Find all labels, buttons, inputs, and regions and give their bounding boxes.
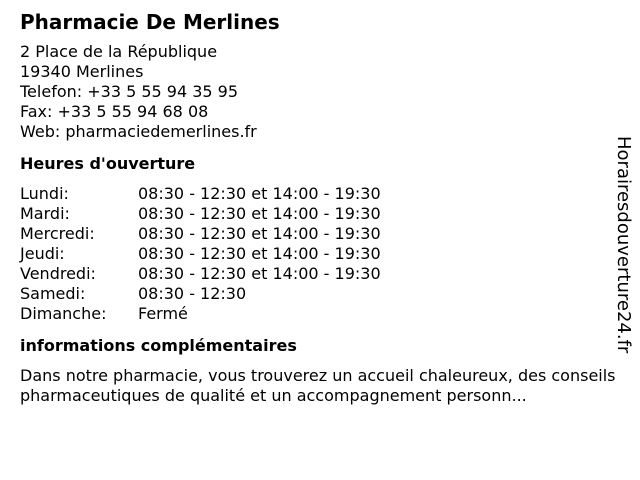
info-description: Dans notre pharmacie, vous trouverez un accueil chaleureux, des conseils pharmaceutiques de qualité et un accompagnement personn... [20, 366, 616, 405]
fax-number: Fax: +33 5 55 94 68 08 [20, 102, 209, 121]
hours-row [20, 264, 620, 284]
day-label: Vendredi: [20, 264, 96, 283]
day-hours: 08:30 - 12:30 et 14:00 - 19:30 [138, 264, 381, 283]
city-address: 19340 Merlines [20, 62, 144, 81]
hours-row [20, 284, 620, 304]
day-label: Dimanche: [20, 304, 107, 323]
opening-hours-list [20, 184, 620, 324]
day-hours: 08:30 - 12:30 [138, 284, 247, 303]
day-hours: Fermé [138, 304, 188, 323]
hours-row [20, 204, 620, 224]
day-label: Samedi: [20, 284, 86, 303]
day-label: Jeudi: [20, 244, 65, 263]
hours-row [20, 304, 620, 324]
hours-row [20, 244, 620, 264]
day-label: Mardi: [20, 204, 70, 223]
website: Web: pharmaciedemerlines.fr [20, 122, 257, 141]
phone-number: Telefon: +33 5 55 94 35 95 [20, 82, 239, 101]
day-hours: 08:30 - 12:30 et 14:00 - 19:30 [138, 224, 381, 243]
info-heading: informations complémentaires [20, 336, 297, 355]
pharmacy-name: Pharmacie De Merlines [20, 10, 280, 34]
street-address: 2 Place de la République [20, 42, 218, 61]
contact-block [20, 42, 620, 142]
hours-row [20, 224, 620, 244]
pharmacy-card [20, 8, 620, 406]
hours-row [20, 184, 620, 204]
site-watermark: Horairesdouverture24.fr [613, 136, 634, 354]
day-hours: 08:30 - 12:30 et 14:00 - 19:30 [138, 244, 381, 263]
hours-heading: Heures d'ouverture [20, 154, 196, 173]
day-label: Mercredi: [20, 224, 95, 243]
day-hours: 08:30 - 12:30 et 14:00 - 19:30 [138, 184, 381, 203]
day-hours: 08:30 - 12:30 et 14:00 - 19:30 [138, 204, 381, 223]
day-label: Lundi: [20, 184, 69, 203]
